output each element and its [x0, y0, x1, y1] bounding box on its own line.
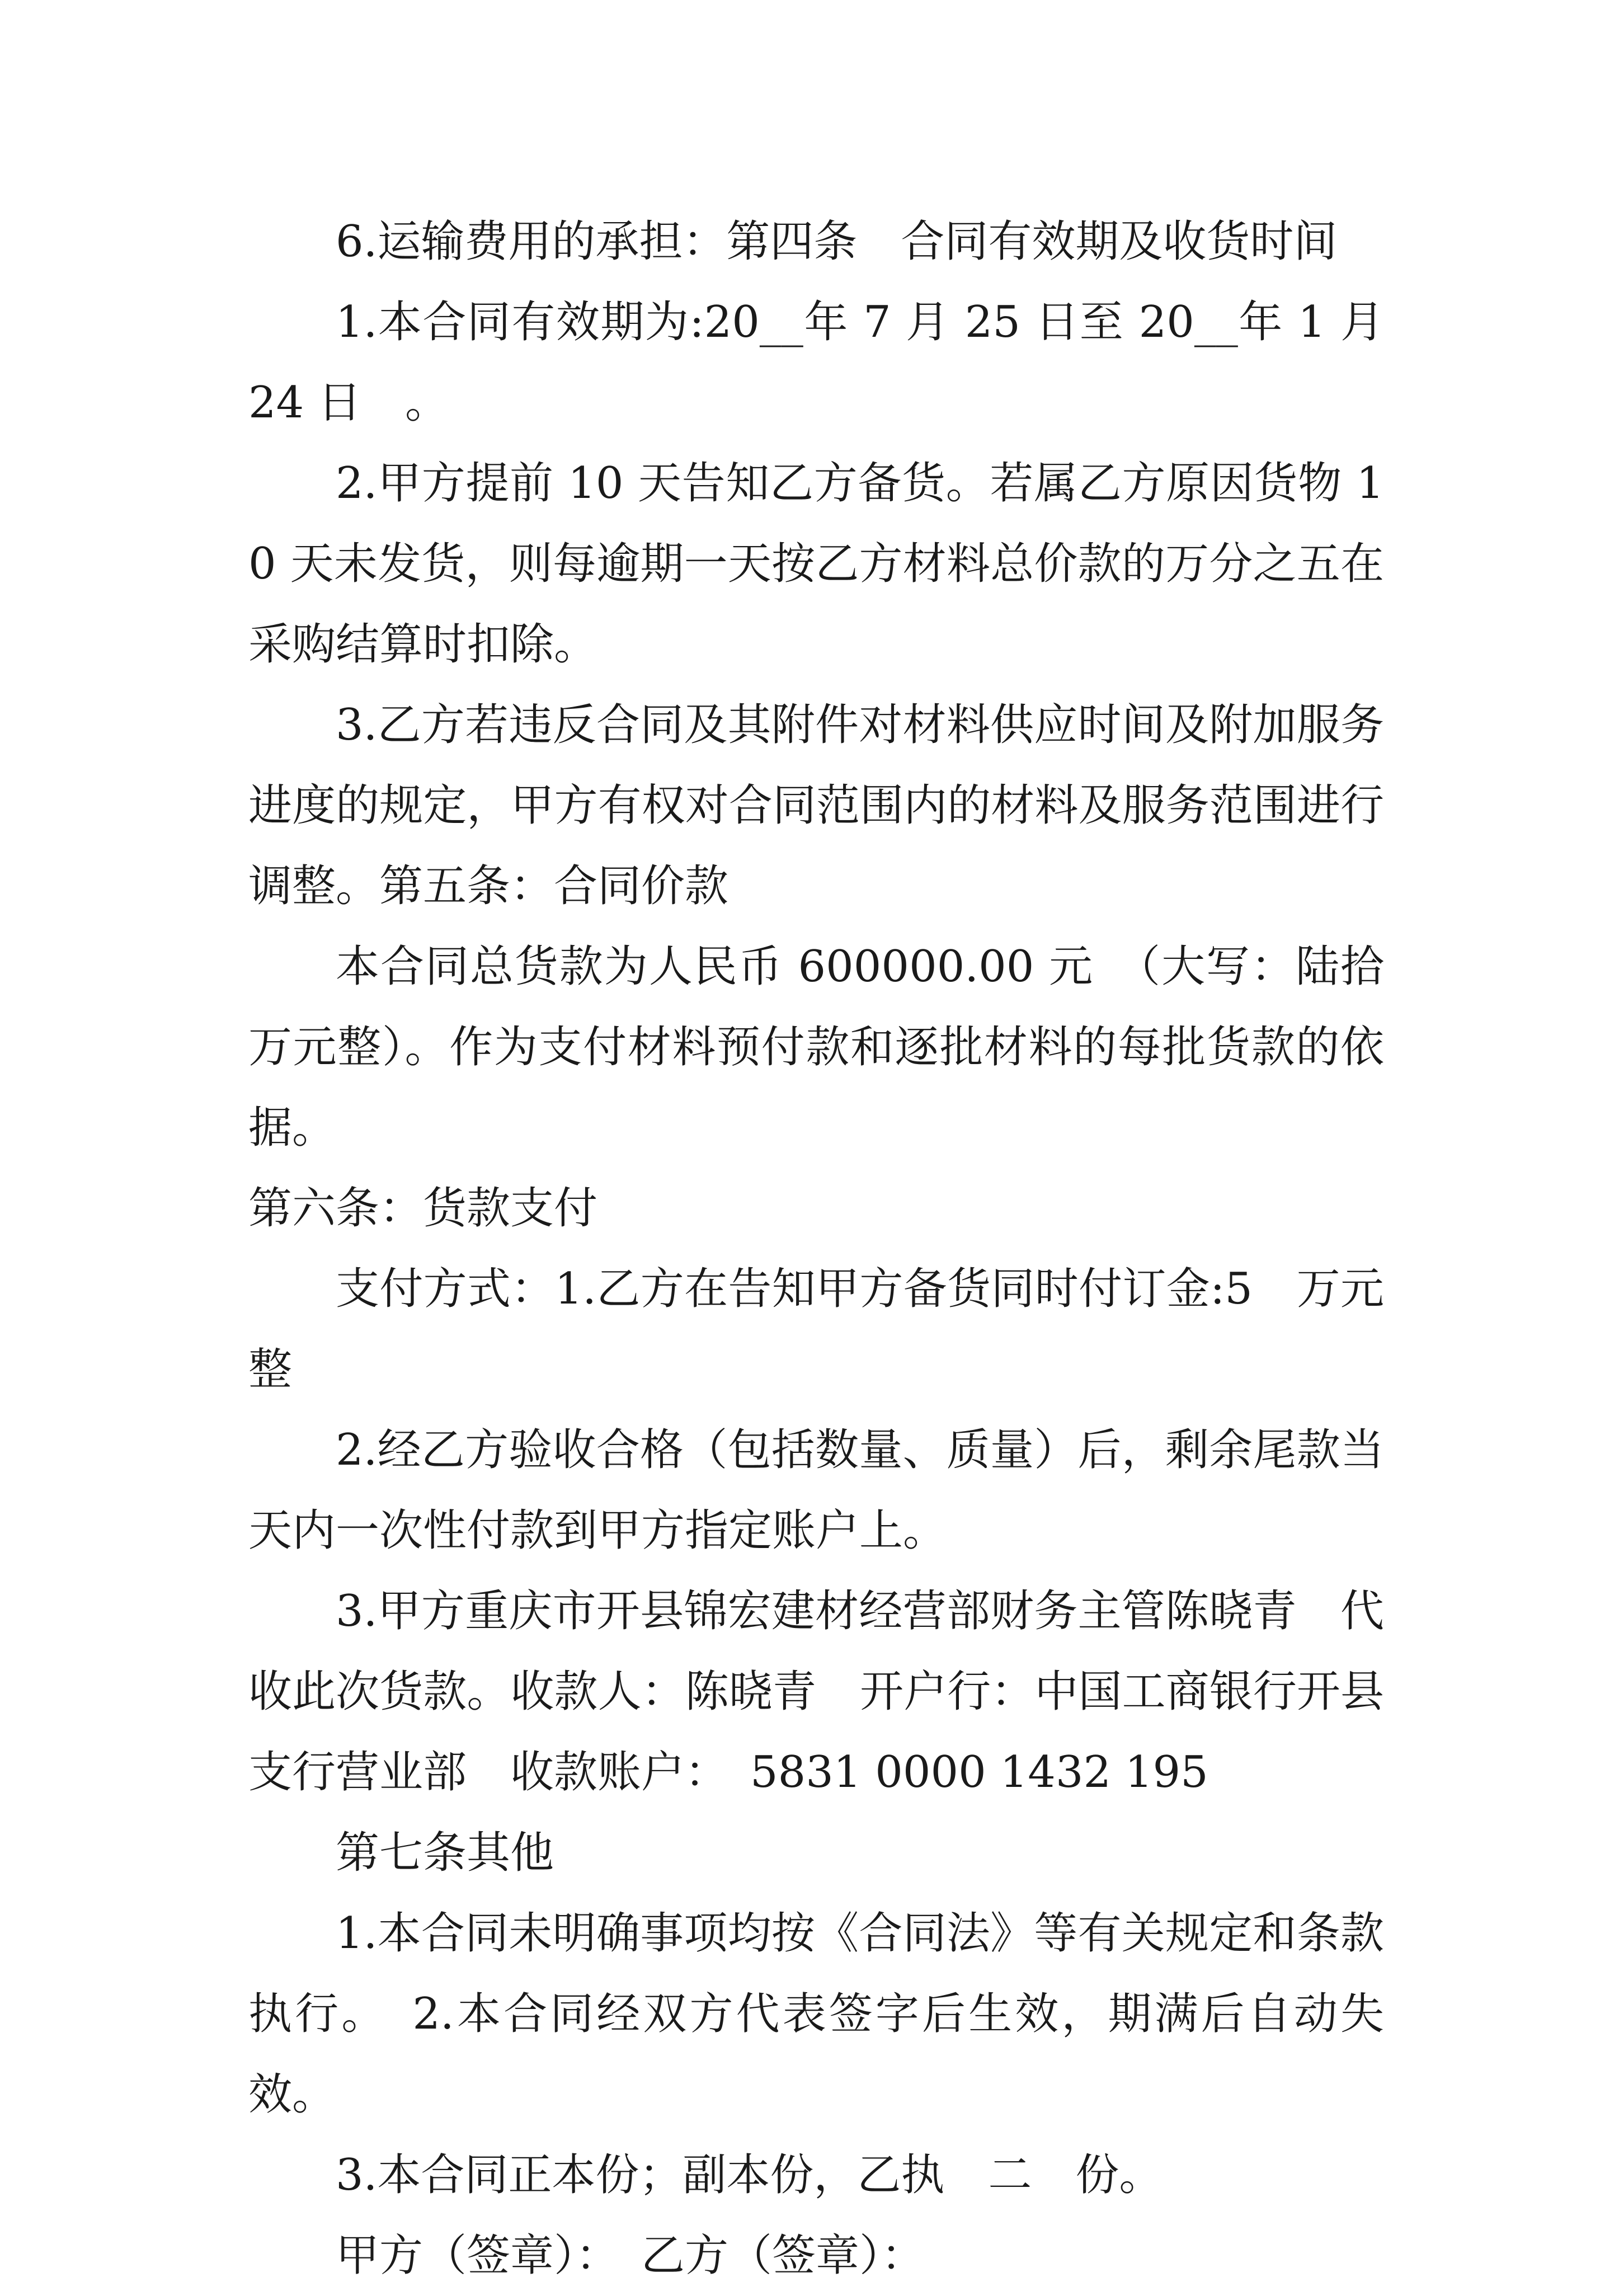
paragraph-payment-balance: 2.经乙方验收合格（包括数量、质量）后，剩余尾款当天内一次性付款到甲方指定账户上。: [248, 1425, 1384, 1556]
heading-article-7: 第七条其他: [336, 1828, 554, 1878]
signature-line: 甲方（签章）： 乙方（签章）：: [336, 2231, 925, 2281]
paragraph-payment-deposit: 支付方式：1.乙方在告知甲方备货同时付订金:5 万元整: [248, 1264, 1384, 1395]
paragraph-delivery-notice: 2.甲方提前 10 天告知乙方备货。若属乙方原因货物 10 天未发货，则每逾期一天按乙方材料总价款的万分之五在采购结算时扣除。: [248, 458, 1384, 670]
heading-article-6: 第六条：货款支付: [248, 1183, 598, 1234]
paragraph-breach-and-article-5: 3.乙方若违反合同及其附件对材料供应时间及附加服务进度的规定，甲方有权对合同范围内的材料及服务范围进行调整。第五条：合同价款: [248, 700, 1384, 911]
paragraph-copies: 3.本合同正本份；副本份，乙执 二 份。: [336, 2150, 1163, 2200]
paragraph-transport-cost-and-article-4: 6.运输费用的承担：第四条 合同有效期及收货时间: [336, 217, 1338, 267]
contract-body: [248, 201, 1384, 2296]
paragraph-other-terms: 1.本合同未明确事项均按《合同法》等有关规定和条款执行。 2.本合同经双方代表签字后生效，期满后自动失效。: [248, 1908, 1384, 2120]
paragraph-total-price: 本合同总货款为人民币 600000.00 元 （大写：陆拾万元整）。作为支付材料预付款和逐批材料的每批货款的依据。: [248, 942, 1384, 1153]
paragraph-payee-account: 3.甲方重庆市开县锦宏建材经营部财务主管陈晓青 代收此次货款。收款人：陈晓青 开户行：中国工商银行开县支行营业部 收款账户： 5831 0000 1432 195: [248, 1586, 1384, 1798]
paragraph-validity-period: 1.本合同有效期为:20__年 7 月 25 日至 20__年 1 月 24 日 。: [248, 297, 1384, 428]
